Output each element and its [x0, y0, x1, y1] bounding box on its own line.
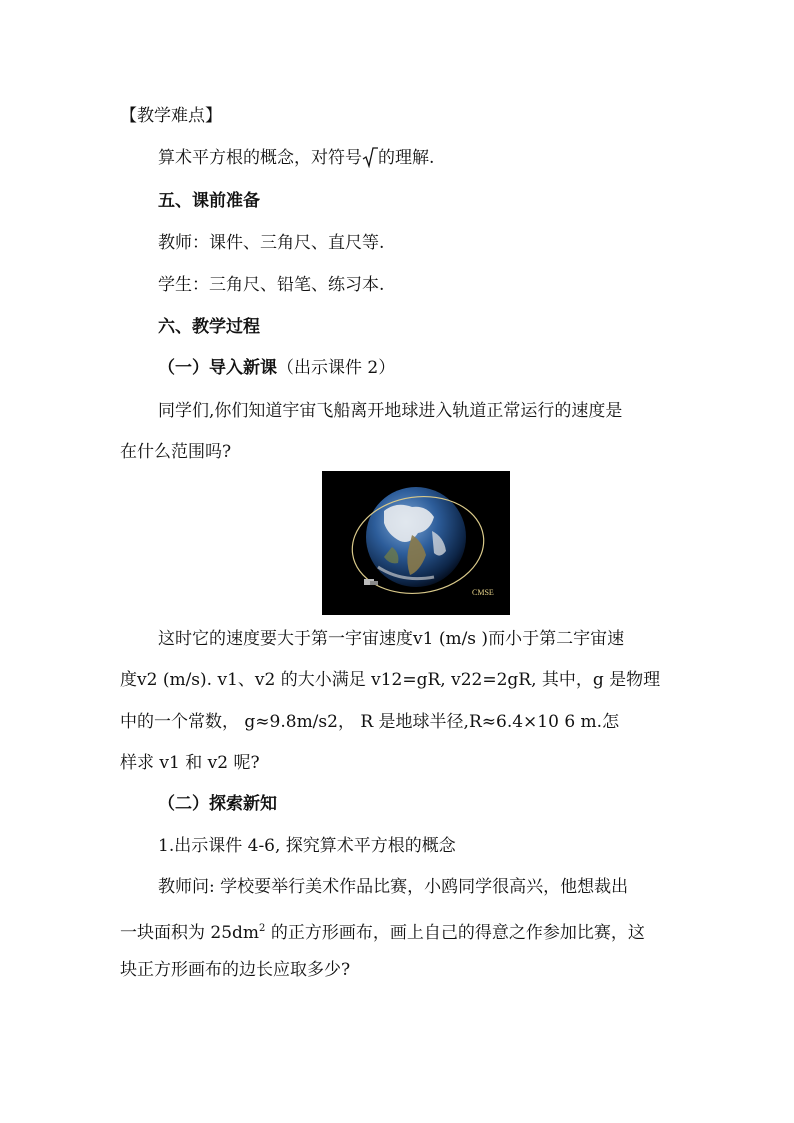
question-line1: 教师问: 学校要举行美术作品比赛，小鸥同学很高兴，他想裁出 — [158, 877, 629, 897]
difficulty-text — [158, 146, 434, 170]
difficulty-text-a: 算术平方根的概念，对符号 — [158, 148, 362, 168]
intro-para-line1: 同学们,你们知道宇宙飞船离开地球进入轨道正常运行的速度是 — [158, 401, 623, 421]
process-heading: 六、教学过程 — [158, 317, 260, 337]
spacecraft-icon — [364, 579, 378, 585]
explore-heading: （二）探索新知 — [158, 794, 277, 814]
earth-globe — [366, 487, 466, 587]
para2-line1: 这时它的速度要大于第一宇宙速度v1 (m/s )而小于第二宇宙速 — [158, 629, 625, 649]
explore-item1: 1.出示课件 4-6, 探究算术平方根的概念 — [158, 836, 456, 856]
intro-note: （出示课件 2） — [277, 358, 396, 378]
difficulty-text-b: 的理解. — [378, 148, 435, 168]
sqrt-symbol-icon — [362, 146, 378, 168]
para2-line3: 中的一个常数， g≈9.8m/s2， R 是地球半径,R≈6.4×10 6 m.怎 — [120, 712, 620, 732]
intro-heading-line — [158, 356, 395, 380]
intro-heading: （一）导入新课 — [158, 358, 277, 378]
prep-student: 学生：三角尺、铅笔、练习本. — [158, 275, 385, 295]
prep-teacher: 教师：课件、三角尺、直尺等. — [158, 233, 385, 253]
difficulty-heading: 【教学难点】 — [120, 106, 222, 126]
question-line2-a: 一块面积为 25dm — [120, 923, 260, 943]
question-line3: 块正方形画布的边长应取多少? — [120, 960, 351, 980]
figure-label: CMSE — [472, 588, 494, 597]
superscript-2: 2 — [259, 923, 266, 934]
question-line2-b: 的正方形画布，画上自己的得意之作参加比赛，这 — [265, 923, 645, 943]
para2-line4: 样求 v1 和 v2 呢? — [120, 753, 260, 773]
prep-heading: 五、课前准备 — [158, 191, 260, 211]
question-line2 — [120, 917, 645, 945]
intro-para-line2: 在什么范围吗? — [120, 442, 232, 462]
earth-orbit-image — [322, 471, 510, 615]
para2-line2: 度v2 (m/s). v1、v2 的大小满足 v12=gR, v22=2gR, 其中，g 是物理 — [120, 670, 661, 690]
